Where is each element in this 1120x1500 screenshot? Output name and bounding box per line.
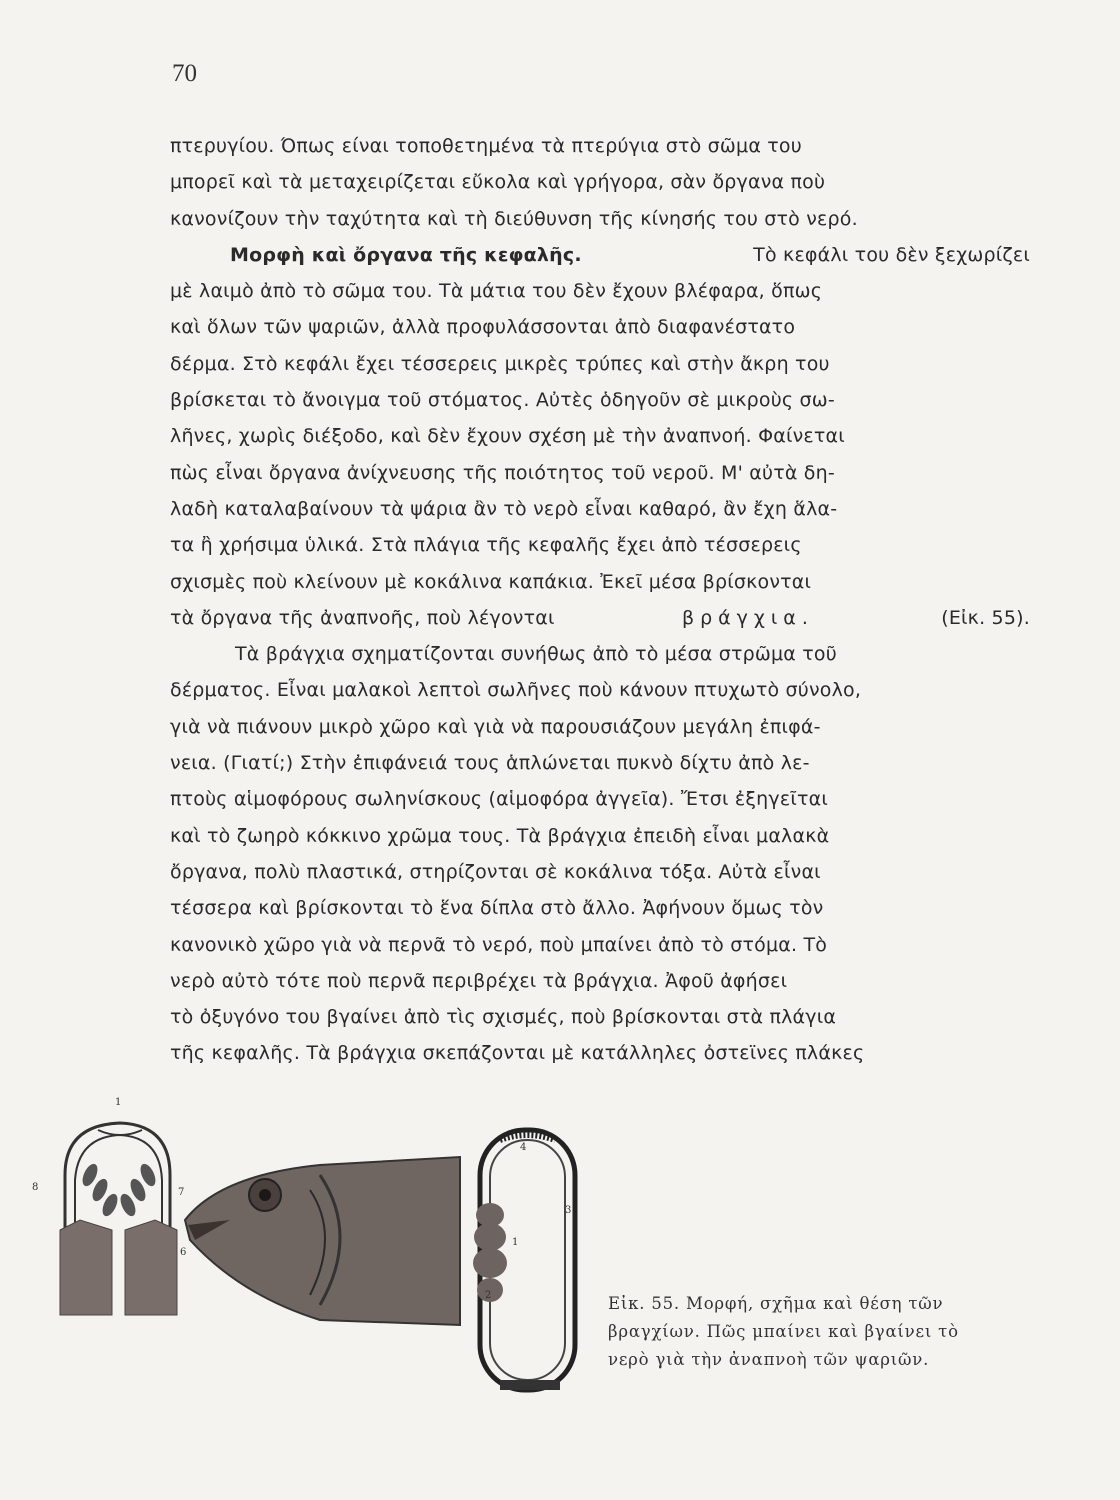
text-line: τὰ ὄργανα τῆς ἀναπνοῆς, ποὺ λέγονται βράγχια. (Εἰκ. 55).: [170, 600, 1030, 636]
figure-label: 8: [32, 1182, 39, 1193]
figure-label: 3: [565, 1205, 572, 1216]
text-line: πὼς εἶναι ὄργανα ἀνίχνευσης τῆς ποιότητος τοῦ νεροῦ. Μ' αὐτὰ δη-: [170, 461, 835, 484]
caption-line: νερὸ γιὰ τὴν ἀναπνοὴ τῶν ψαριῶν.: [608, 1350, 930, 1369]
text-line: τα ἢ χρήσιμα ὑλικά. Στὰ πλάγια τῆς κεφαλῆς ἔχει ἀπὸ τέσσερεις: [170, 534, 802, 557]
page-number: 70: [172, 60, 197, 87]
figure-caption: [608, 1290, 1048, 1374]
text-line: μπορεῖ καὶ τὰ μεταχειρίζεται εὔκολα καὶ γρήγορα, σὰν ὄργανα ποὺ: [170, 171, 826, 194]
text-line: γιὰ νὰ πιάνουν μικρὸ χῶρο καὶ γιὰ νὰ παρουσιάζουν μεγάλη ἐπιφά-: [170, 715, 821, 738]
text-line: δέρμα. Στὸ κεφάλι ἔχει τέσσερεις μικρὲς τρύπες καὶ στὴν ἄκρη του: [170, 352, 830, 375]
gill-slits-left: [79, 1162, 158, 1219]
section-heading-line: Μορφὴ καὶ ὄργανα τῆς κεφαλῆς. Τὸ κεφάλι του δὲν ξεχωρίζει: [170, 237, 1030, 273]
text-line: τὸ ὀξυγόνο του βγαίνει ἀπὸ τὶς σχισμές, ποὺ βρίσκονται στὰ πλάγια: [170, 1006, 837, 1029]
section-heading: Μορφὴ καὶ ὄργανα τῆς κεφαλῆς.: [230, 243, 582, 266]
figure-label: 7: [178, 1187, 185, 1198]
text-line: λῆνες, χωρὶς διέξοδο, καὶ δὲν ἔχουν σχέση μὲ τὴν ἀναπνοή. Φαίνεται: [170, 425, 845, 448]
gill-arch: [473, 1130, 575, 1390]
text-line: σχισμὲς ποὺ κλείνουν μὲ κοκάλινα καπάκια. Ἐκεῖ μέσα βρίσκονται: [170, 570, 812, 593]
caption-line: Εἰκ. 55. Μορφή, σχῆμα καὶ θέση τῶν: [608, 1294, 944, 1313]
figure-label: 2: [485, 1290, 492, 1301]
body-text: [170, 128, 1030, 1072]
fish-head: [185, 1157, 460, 1325]
text-line: πτοὺς αἱμοφόρους σωληνίσκους (αἱμοφόρα ἀγγεῖα). Ἔτσι ἐξηγεῖται: [170, 788, 828, 811]
text-line: βρίσκεται τὸ ἄνοιγμα τοῦ στόματος. Αὐτὲς ὁδηγοῦν σὲ μικροὺς σω-: [170, 389, 835, 412]
text-line: κανονικὸ χῶρο γιὰ νὰ περνᾶ τὸ νερό, ποὺ μπαίνει ἀπὸ τὸ στόμα. Τὸ: [170, 933, 828, 956]
text-line: λαδὴ καταλαβαίνουν τὰ ψάρια ἂν τὸ νερὸ εἶναι καθαρό, ἂν ἔχη ἅλα-: [170, 497, 838, 520]
text-line: καὶ ὅλων τῶν ψαριῶν, ἀλλὰ προφυλάσσονται ἀπὸ διαφανέστατο: [170, 316, 796, 339]
figure-label: 4: [520, 1142, 527, 1153]
text-line: τέσσερα καὶ βρίσκονται τὸ ἕνα δίπλα στὸ ἄλλο. Ἀφήνουν ὅμως τὸν: [170, 897, 824, 920]
text-line: μὲ λαιμὸ ἀπὸ τὸ σῶμα του. Τὰ μάτια του δὲν ἔχουν βλέφαρα, ὅπως: [170, 280, 823, 303]
text-line: πτερυγίου. Όπως είναι τοποθετημένα τὰ πτερύγια στὸ σῶμα του: [170, 135, 802, 157]
text-line: τῆς κεφαλῆς. Τὰ βράγχια σκεπάζονται μὲ κατάλληλες ὀστεϊνες πλάκες: [170, 1042, 865, 1065]
text-line: καὶ τὸ ζωηρὸ κόκκινο χρῶμα τους. Τὰ βράγχια ἐπειδὴ εἶναι μαλακὰ: [170, 824, 830, 847]
caption-line: βραγχίων. Πῶς μπαίνει καὶ βγαίνει τὸ: [608, 1322, 959, 1341]
text-line: δέρματος. Εἶναι μαλακοὶ λεπτοὶ σωλῆνες ποὺ κάνουν πτυχωτὸ σύνολο,: [170, 679, 862, 702]
text-line: κανονίζουν τὴν ταχύτητα καὶ τὴ διεύθυνση τῆς κίνησής του στὸ νερό.: [170, 207, 858, 230]
figure-label: 1: [512, 1237, 519, 1248]
text-line: Τὰ βράγχια σχηματίζονται συνήθως ἀπὸ τὸ μέσα στρῶμα τοῦ: [235, 643, 837, 666]
text-line: νερὸ αὐτὸ τότε ποὺ περνᾶ περιβρέχει τὰ βράγχια. Ἀφοῦ ἀφήσει: [170, 969, 788, 992]
text-line: νεια. (Γιατί;) Στὴν ἐπιφάνειά τους ἁπλώνεται πυκνὸ δίχτυ ἀπὸ λε-: [170, 752, 810, 775]
term-branchia: βράγχια.: [681, 606, 814, 629]
figure-label: 1: [115, 1097, 122, 1108]
esophagus-blocks: [60, 1220, 177, 1315]
text-line: ὄργανα, πολὺ πλαστικά, στηρίζονται σὲ κοκάλινα τόξα. Αὐτὰ εἶναι: [170, 860, 821, 883]
figure-label: 6: [180, 1247, 187, 1258]
